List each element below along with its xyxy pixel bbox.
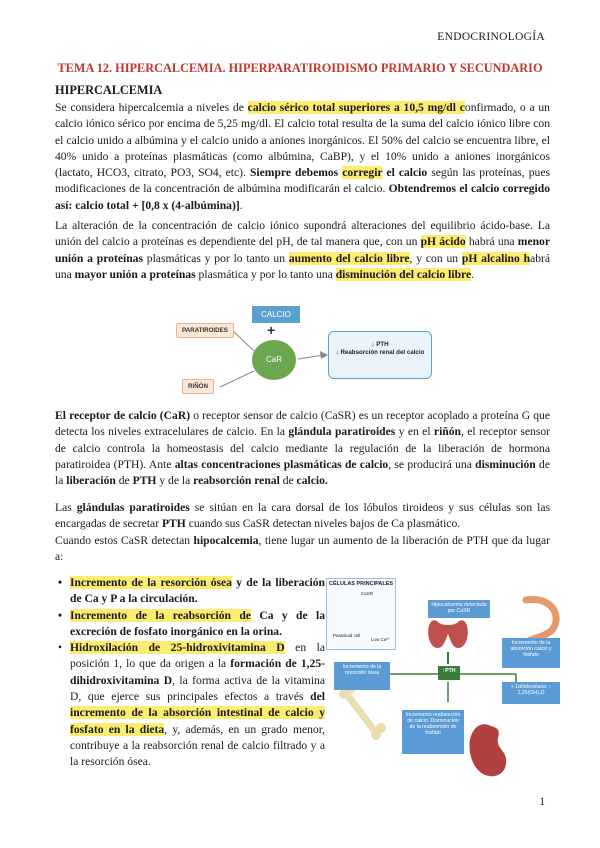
- effect-box: [328, 331, 432, 379]
- bullet-3-text-3: , y, además, en un grado menor, contribuye a la reabsorción renal de calcio filtrado y a la resorción ósea.: [70, 722, 325, 769]
- list-item: [55, 640, 325, 770]
- page-number: 1: [539, 796, 545, 808]
- p3-bold-9: calcio.: [296, 474, 328, 488]
- casr-label: CaSR: [361, 591, 374, 596]
- bullet-2-text: Ca y de la excreción de fosfato inorgánico en la orina.: [70, 608, 325, 638]
- thyroid-icon: [428, 620, 468, 648]
- paragraph-definition: [55, 100, 550, 214]
- bullet-1-highlight: Incremento de la resorción ósea: [70, 576, 232, 589]
- p3-text-3: , el receptor sensor de calcio controla la homeostasis del calcio mediante la regulación de la liberación de hormona paratiroidea (PTH). Ante: [55, 425, 550, 471]
- p1-text-2: onfirmado, o a un calcio iónico sérico por encima de 5,25 mg/dl. El calcio total resulta de la suma del calcio iónico libre con el calcio unido a albúmina y el calcio unido a aniones inorgánicos. El 50% del calcio se encuentra libre, el 40% unido a proteínas plasmáticas (como albúmina, CaBP), y el 10% unido a aniones inorgánicos (lactato, HCO3, citrato, PO3, SO4, etc).: [55, 101, 550, 180]
- kidney-icon: [469, 724, 506, 776]
- p2-text-1: La alteración de la concentración de calcio iónico supondrá alteraciones del equilibrio ácido-base. La unión del calcio a proteínas es dependiente del pH, de tal manera que, con un: [55, 219, 550, 249]
- principal-cells-panel: [326, 578, 396, 650]
- p3-text-2: y en el: [395, 425, 434, 439]
- p3-text-4: , se producirá una: [388, 457, 476, 471]
- renal-reabsorption-box: Incremento reabsorción de calcio. Disminución de la reabsorción de fosfato: [402, 710, 464, 754]
- bullet-marker: •: [58, 576, 63, 589]
- pth-box: ↑PTH: [438, 666, 460, 680]
- calcio-box: CALCIO: [252, 306, 300, 323]
- p4-text-3: cuando sus CaSR detectan niveles bajos de Ca plasmático.: [185, 517, 461, 531]
- p3-bold-4: altas concentraciones plasmáticas de calcio: [174, 457, 389, 471]
- rinon-label: RIÑÓN: [182, 379, 214, 394]
- car-diagram: [170, 303, 440, 401]
- car-circle: CaR: [252, 340, 296, 380]
- hipocalcemia-box: Hipocalcemia detectada por CaSR: [428, 600, 490, 618]
- p2-text-5: abrá una: [55, 251, 551, 281]
- p3-bold-8: reabsorción renal: [193, 474, 280, 488]
- p1-highlight-1: calcio sérico total superiores a 10,5 mg/dl c: [247, 101, 465, 114]
- p2-text-2: habrá una: [465, 235, 518, 249]
- p4-text-5: , tiene lugar un aumento de la liberación de PTH que da lugar a:: [55, 533, 550, 563]
- bullet-2-highlight: Incremento de la reabsorción de: [70, 608, 251, 622]
- p2-bold-1: menor unión a proteínas: [55, 235, 550, 265]
- intestinal-absorption-box: Incremento de la absorción calcio y fosfato: [502, 638, 560, 668]
- bone-resorption-box: Incremento de la resorción ósea: [334, 662, 390, 690]
- p2-highlight-1: pH ácido: [420, 235, 466, 249]
- p4-text-2: se sitúan en la cara dorsal de los lóbulos tiroideos y sus células son las encargadas de secretar: [55, 501, 551, 531]
- vesicle-label: Paratiroid cell: [333, 633, 361, 638]
- pth-effects-list: [55, 575, 325, 771]
- effect-reabsorption: ↓ Reabsorción renal del calcio: [335, 349, 425, 356]
- bullet-3-highlight: Hidroxilación de 25-hidroxivitamina D: [70, 641, 285, 655]
- p1-highlight-2: corregir: [342, 166, 383, 180]
- p1-text-3: según las proteínas, pues modificaciones de la concentración de albúmina modificarán el calcio.: [55, 166, 550, 196]
- page-title: TEMA 12. HIPERCALCEMIA. HIPERPARATIROIDISMO PRIMARIO Y SECUNDARIO: [57, 61, 543, 75]
- p1-bold-2: el calcio: [382, 166, 428, 180]
- p3-bold-7: PTH: [132, 474, 157, 488]
- p1-formula: Obtendremos el calcio corregido así: calcio total + [0,8 x (4-albúmina)]: [55, 182, 550, 212]
- p2-highlight-3: pH alcalino h: [461, 251, 531, 265]
- list-item: [55, 575, 325, 608]
- bullet-3-text-2: , la forma activa de la vitamina D, que ejerce sus principales efectos a través: [70, 673, 325, 704]
- p1-bold-1: Siempre debemos: [249, 166, 343, 180]
- p2-highlight-2: aumento del calcio libre: [288, 251, 410, 265]
- p4-bold-1: glándulas paratiroides: [76, 501, 190, 514]
- bone-icon: [339, 684, 386, 740]
- paragraph-receptor: [55, 408, 550, 489]
- bullet-marker: •: [58, 641, 63, 655]
- p4-bold-3: hipocalcemia: [193, 533, 259, 547]
- p1-text-4: .: [239, 198, 243, 212]
- p3-text-1: o receptor sensor de calcio (CaSR) es un receptor acoplado a proteína G que detecta los niveles extracelulares de calcio. En la: [55, 409, 550, 439]
- paragraph-ph: [55, 218, 550, 283]
- p2-bold-2: mayor unión a proteínas: [74, 267, 196, 281]
- bullet-3-text-1: en la posición 1, lo que da origen a la: [70, 641, 325, 671]
- p2-highlight-4: disminución del calcio libre: [335, 267, 472, 281]
- p4-text-4: Cuando estos CaSR detectan: [55, 533, 194, 547]
- bullet-3-bold-1: formación de 1,25-dihidroxivitamina D: [70, 657, 325, 687]
- p3-bold-1: El receptor de calcio (CaR): [55, 409, 191, 422]
- p3-bold-3: riñón: [433, 425, 461, 439]
- p2-text-3: plasmáticas y por lo tanto un: [142, 251, 289, 265]
- p3-text-5: de la: [55, 457, 551, 488]
- p2-text-7: .: [471, 267, 475, 281]
- p3-bold-5: disminución: [475, 457, 536, 471]
- section-heading: HIPERCALCEMIA: [55, 83, 163, 97]
- p3-bold-6: liberación: [66, 474, 116, 488]
- p2-text-4: , y con un: [409, 251, 462, 265]
- header-specialty: ENDOCRINOLOGÍA: [437, 31, 545, 43]
- effect-pth: ↓ PTH: [371, 341, 389, 348]
- p3-text-7: y de la: [156, 474, 194, 488]
- alpha-hydroxylase-box: + 1αhidroxilasa: ↑ 1,25(OH)₂D: [502, 682, 560, 704]
- p3-bold-2: glándula paratiroides: [288, 425, 396, 439]
- bullet-1-text: y de la liberación de Ca y P a la circulación.: [70, 576, 325, 606]
- p1-text-1: Se considera hipercalcemia a niveles de: [55, 101, 248, 114]
- low-ca-label: Low Ca²⁺: [371, 637, 391, 642]
- panel-title: CÉLULAS PRINCIPALES: [329, 581, 394, 587]
- bullet-3-highlight-2: incremento de la absorción intestinal de calcio y fosfato en la dieta: [70, 706, 325, 736]
- p3-text-8: de: [279, 474, 297, 488]
- p2-text-6: plasmática y por lo tanto una: [195, 267, 336, 281]
- paragraph-paratiroides: [55, 500, 550, 565]
- p4-bold-2: PTH: [161, 517, 186, 531]
- paratiroides-label: PARATIROIDES: [176, 323, 234, 338]
- p3-text-6: de: [115, 474, 133, 488]
- bullet-3-bold-2: del: [310, 690, 325, 704]
- pth-action-diagram: [326, 578, 566, 798]
- plus-sign: +: [267, 322, 276, 338]
- p4-text-1: Las: [55, 501, 77, 514]
- bullet-marker: •: [58, 608, 63, 622]
- list-item: [55, 608, 325, 641]
